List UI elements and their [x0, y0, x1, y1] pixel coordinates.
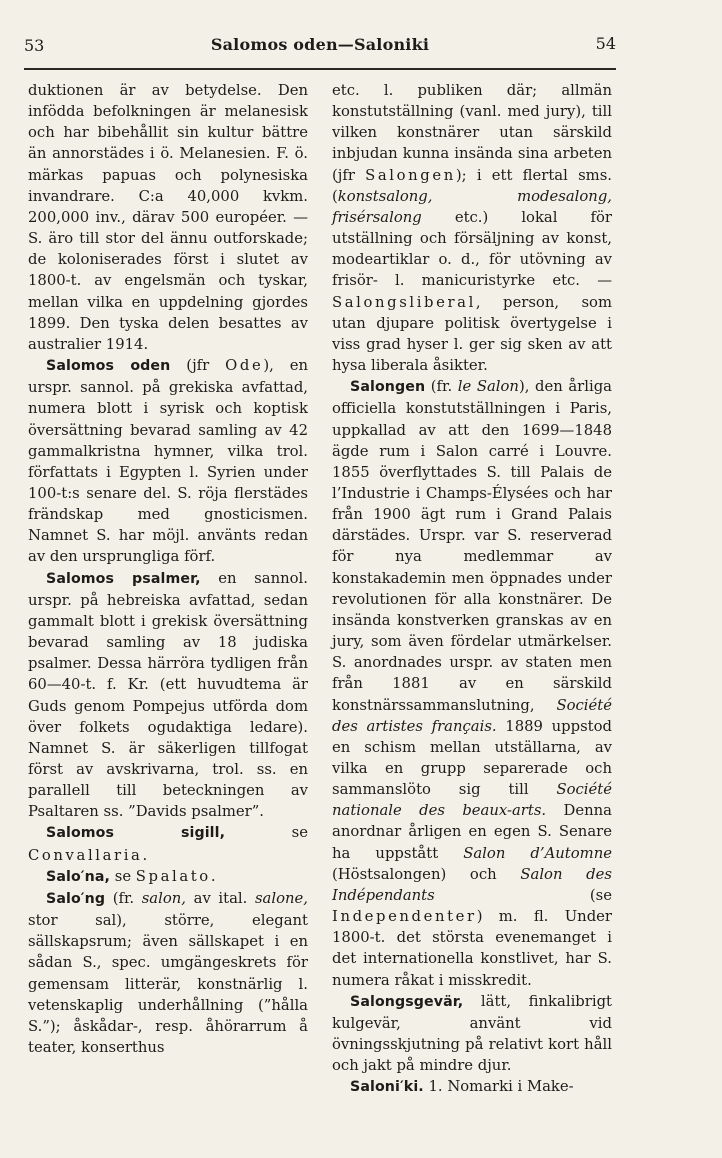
running-title: Salomos oden—Saloniki [210, 35, 430, 54]
entry-text: se [110, 867, 136, 885]
entry-text: duktionen är av betydelse. Den infödda befolkningen är melanesisk och har bibehållit sin kultur bättre än annorstädes i ö. Melanesien. F. ö. märkas papuas och polynesiska invandrare. C:a 40,000 kvkm. 200,000 inv., därav 500 européer. — S. äro till stor del ännu outforskade; de koloniserades först i slutet av 1800-t. av engelsmän och tyskar, mellan vilka en uppdelning gjordes 1899. Den tyska delen besattes av australier 1914. [28, 82, 308, 353]
dictionary-entry [332, 376, 612, 991]
entry-text: en sannol. urspr. på hebreiska avfattad, sedan gammalt blott i grekisk översättning bevarad samling av 18 judiska psalmer. Dessa härröra tydligen från 60—40-t. f. Kr. (ett huvudtema är Guds genom Pompejus utförda dom över folkets ogudaktiga ledare). Namnet S. är säkerligen tillfogat först av avskrivarna, trol. ss. en parallell till beteckningen av Psaltaren ss. ”Davids psalmer”. [28, 569, 308, 821]
entry-text: etc. l. publiken där; allmän konstutställning (vanl. med jury), till vilken konstnärer utan särskild inbjudan kunna insända sina arbeten (jfr [332, 82, 612, 184]
page-number-left: 53 [24, 36, 45, 55]
entry-text: stor sal), större, elegant sällskapsrum; även sällskapet i en sådan S., spec. umgängeskrets för gemensam litterär, konstnärlig l. vetenskaplig underhållning (”hålla S.”); åskådar-, resp. åhörarrum å teater, konserthus [28, 912, 308, 1057]
dictionary-entry [28, 355, 308, 568]
entry-text: (Höstsalongen) och [332, 865, 521, 883]
dictionary-entry [28, 568, 308, 823]
entry-text: etc.) lokal för utställning och försäljning av konst, modeartiklar o. d., för utövning av frisör- l. manicuristyrke etc. — [332, 208, 612, 290]
spaced-reference: Spalato [135, 867, 211, 885]
entry-text: . [210, 867, 216, 885]
entry-headword: Salongen [350, 379, 426, 396]
entry-headword: Saloni′ki. [350, 1079, 424, 1096]
entry-text: Denna anordnar årligen en egen S. Senare ha uppstått [332, 802, 612, 862]
dictionary-entry [28, 866, 308, 888]
italic-term: salone, [254, 889, 308, 907]
entry-text: 1889 uppstod en schism mellan utställarna, av vilka en grupp separerade och sammanslöto sig till [332, 717, 612, 799]
entry-headword: Salomos oden [46, 358, 171, 375]
entry-headword: Salo′ng [46, 890, 106, 907]
entry-text: ), en urspr. sannol. på grekiska avfattad, numera blott i syrisk och koptisk översättning bevarad samling av 42 gammalkristna hymner, vilka trol. författats i Egypten l. Syrien under 100-t:s senare del. S. röja flerstädes frändskap med gnosticismen. Namnet S. har möjl. använts redan av den ursprungliga förf. [28, 357, 308, 566]
entry-text: ) m. fl. Under 1800-t. det största evenemanget i det internationella konstlivet, har S. numera råkat i misskredit. [332, 908, 612, 989]
spaced-reference: Independenter [332, 908, 477, 926]
entry-text: (fr. [425, 378, 458, 396]
spaced-reference: Ode [225, 357, 264, 375]
continued-paragraph [28, 80, 308, 355]
entry-text: lätt, finkalibrigt kulgevär, använt vid övningsskjutning på relativt kort håll och jakt på mindre djur. [332, 992, 612, 1075]
entry-text: 1. Nomarki i Make- [423, 1078, 574, 1096]
page-number-right: 54 [595, 34, 616, 53]
running-header [24, 34, 616, 70]
italic-term: salon, [141, 889, 187, 907]
spaced-reference: Convallaria [28, 846, 143, 864]
spaced-reference: Salongen [365, 166, 456, 184]
entry-headword: Salongsgevär, [350, 993, 464, 1010]
entry-headword: Salo′na, [46, 868, 111, 885]
entry-text: , person, som utan djupare politisk övertygelse i viss grad hyser l. ger sig sken av att hysa liberala åsikter. [332, 293, 612, 375]
italic-term: Société des artistes français. [332, 696, 612, 735]
dictionary-entry [332, 1076, 612, 1098]
entry-text: (fr. [105, 889, 142, 907]
italic-term: Salon d’Automne [463, 844, 612, 862]
dictionary-entry [28, 822, 308, 865]
entry-headword: Salomos psalmer, [46, 570, 201, 587]
right-column [332, 80, 612, 1099]
entry-text: . [142, 846, 148, 864]
spaced-reference: Salongsliberal [332, 293, 476, 311]
entry-text: ); i ett flertal sms. ( [332, 166, 612, 205]
entry-text: ), den årliga officiella konstutställningen i Paris, uppkallad av att den 1699—1848 ägde rum i Salon carré i Louvre. 1855 överflyttades S. till Palais de l’Industrie i Champs-Élysées och har från 1900 ägt rum i Grand Palais därstädes. Urspr. var S. reserverad för nya medlemmar av konstakademin men öppnades under revolutionen för alla konstnärer. De insända konstverken granskas av en jury, som även fördelar utmärkelser. S. anordnades urspr. av staten men från 1881 av en särskild konstnärssammanslutning, [332, 378, 612, 714]
entry-text: (se [434, 886, 612, 904]
italic-term: konstsalong, modesalong, frisérsalong [332, 187, 612, 226]
entry-text: se [225, 824, 308, 842]
entry-headword: Salomos sigill, [46, 825, 226, 842]
left-column [28, 80, 308, 1058]
italic-term: Société nationale des beaux-arts. [332, 781, 612, 820]
continued-paragraph [332, 80, 612, 376]
dictionary-entry [332, 991, 612, 1077]
dictionary-entry [28, 888, 308, 1058]
italic-term: le Salon [457, 378, 519, 396]
entry-text: av ital. [186, 889, 255, 907]
entry-text: (jfr [170, 357, 226, 375]
italic-term: Salon des Indépendants [332, 865, 613, 904]
